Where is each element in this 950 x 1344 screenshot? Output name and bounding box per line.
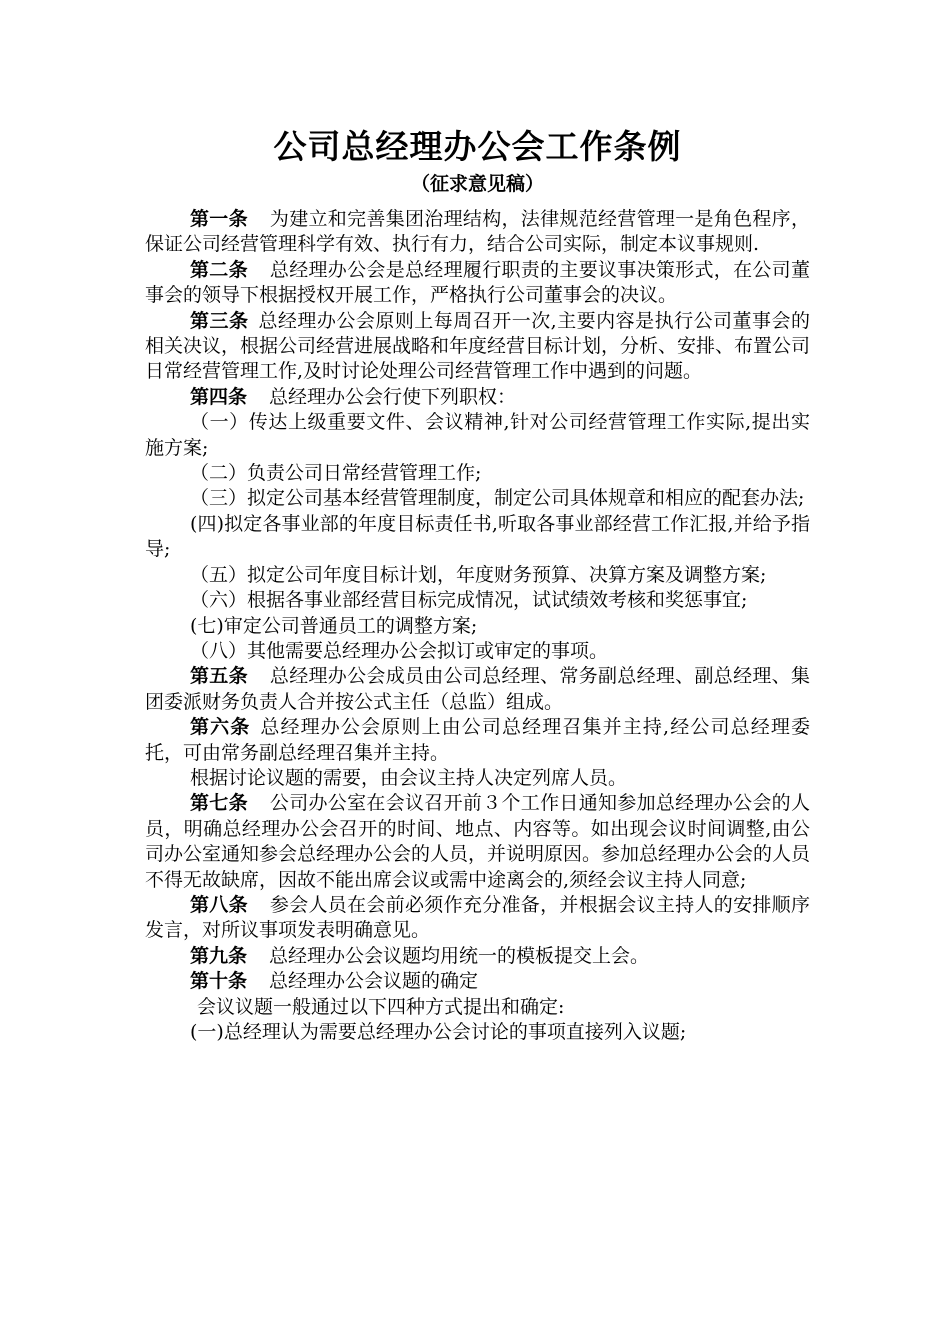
article-text: 总经理办公会是总经理履行职责的主要议事决策形式，在公司董事会的领导下根据授权开展工作，严格执行公司董事会的决议。	[145, 258, 810, 307]
article-text: 总经理办公会成员由公司总经理、常务副总经理、副总经理、集团委派财务负责人合并按公式主任（总监）组成。	[145, 665, 810, 713]
article-2	[145, 258, 810, 309]
article-label: 第五条	[190, 665, 248, 688]
article-label: 第七条	[190, 792, 248, 815]
article-10-extra: 会议议题一般通过以下四种方式提出和确定:	[197, 995, 565, 1018]
article-4-item-8: （八）其他需要总经理办公会拟订或审定的事项。	[190, 639, 609, 662]
article-text: 参会人员在会前必须作充分准备，并根据会议主持人的安排顺序发言，对所议事项发表明确意见。	[145, 893, 810, 942]
article-6	[145, 715, 810, 766]
article-8	[145, 893, 810, 944]
article-4-item-1: （一）传达上级重要文件、会议精神,针对公司经营管理工作实际,提出实施方案;	[145, 411, 810, 459]
article-10-item-1: (一)总经理认为需要总经理办公会讨论的事项直接列入议题;	[190, 1021, 687, 1043]
article-label: 第三条	[190, 309, 249, 332]
article-4-item-2: （二）负责公司日常经营管理工作;	[190, 462, 482, 485]
article-label: 第二条	[190, 258, 248, 281]
article-9	[145, 944, 810, 969]
article-text: 总经理办公会议题均用统一的模板提交上会。	[269, 944, 650, 967]
article-label: 第一条	[190, 208, 248, 230]
article-label: 第四条	[190, 385, 248, 408]
article-4-item-5: （五）拟定公司年度目标计划，年度财务预算、决算方案及调整方案;	[190, 563, 767, 586]
article-5	[145, 664, 810, 715]
article-6-extra: 根据讨论议题的需要，由会议主持人决定列席人员。	[190, 766, 628, 789]
article-4-item-3: （三）拟定公司基本经营管理制度，制定公司具体规章和相应的配套办法;	[190, 487, 805, 510]
article-4-item-6: （六）根据各事业部经营目标完成情况，试试绩效考核和奖惩事宜;	[190, 589, 748, 612]
document-title: 公司总经理办公会工作条例	[273, 127, 682, 166]
article-10	[145, 969, 810, 994]
article-text: 总经理办公会议题的确定	[269, 970, 479, 993]
article-text: 总经理办公会行使下列职权：	[269, 385, 517, 408]
article-3	[145, 309, 810, 385]
article-text: 为建立和完善集团治理结构，法律规范经营管理一是角色程序，保证公司经营管理科学有效、执行有力，结合公司实际，制定本议事规则.	[145, 208, 810, 256]
document-subtitle: （征求意见稿）	[410, 173, 544, 195]
article-label: 第十条	[190, 970, 248, 993]
article-text: 总经理办公会原则上由公司总经理召集并主持,经公司总经理委托，可由常务副总经理召集并主持。	[145, 716, 810, 764]
document-page	[145, 125, 810, 1045]
article-text: 总经理办公会原则上每周召开一次,主要内容是执行公司董事会的相关决议，根据公司经营进展战略和年度经营目标计划，分析、安排、布置公司日常经营管理工作,及时讨论处理公司经营管理工作中遇到的问题。	[145, 309, 811, 383]
article-4-item-4: (四)拟定各事业部的年度目标责任书,听取各事业部经营工作汇报,并给予指导;	[145, 512, 810, 561]
article-1	[145, 207, 810, 258]
article-label: 第八条	[190, 893, 248, 916]
article-7	[145, 791, 810, 893]
article-label: 第六条	[190, 716, 251, 739]
article-4	[145, 385, 810, 410]
article-4-item-7: (七)审定公司普通员工的调整方案;	[190, 614, 478, 637]
article-text: 公司办公室在会议召开前３个工作日通知参加总经理办公会的人员，明确总经理办公会召开的时间、地点、内容等。如出现会议时间调整,由公司办公室通知参会总经理办公会的人员，并说明原因。参加总经理办公会的人员不得无故缺席，因故不能出席会议或需中途离会的,须经会议主持人同意;	[145, 792, 811, 891]
article-label: 第九条	[190, 944, 248, 967]
